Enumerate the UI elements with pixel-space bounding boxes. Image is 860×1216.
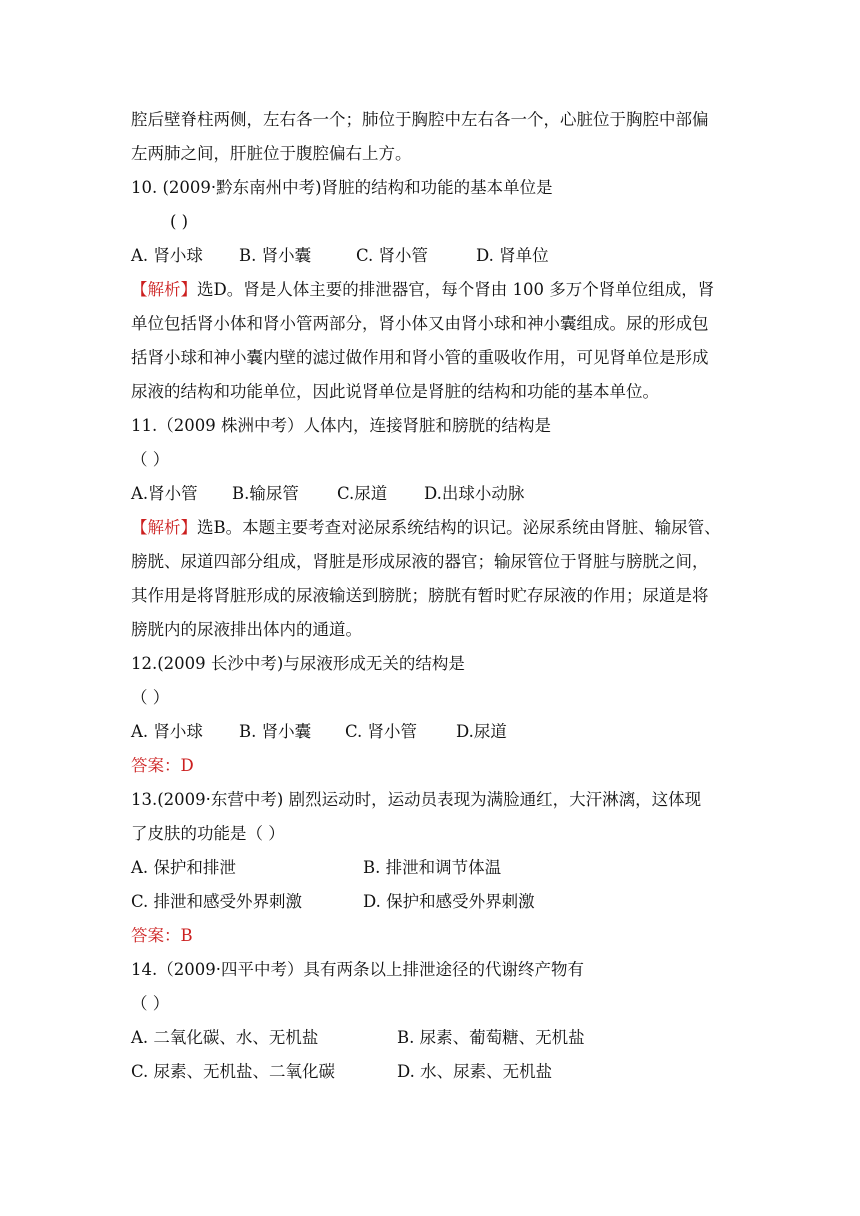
option-a: A. 保护和排泄 — [131, 858, 236, 877]
question-11-analysis-line-2: 膀胱、尿道四部分组成，肾脏是形成尿液的器官；输尿管位于肾脏与膀胱之间， — [131, 552, 709, 571]
question-11-analysis-line-4: 膀胱内的尿液排出体内的通道。 — [131, 620, 362, 639]
question-11-stem: 11.（2009 株洲中考）人体内，连接肾脏和膀胱的结构是 — [131, 416, 551, 435]
question-12-stem: 12.(2009 长沙中考)与尿液形成无关的结构是 — [131, 654, 465, 673]
option-c: C. 尿素、无机盐、二氧化碳 — [131, 1062, 336, 1081]
option-c: C. 肾小管 — [345, 722, 418, 741]
question-14-stem: 14.（2009·四平中考）具有两条以上排泄途径的代谢终产物有 — [131, 960, 584, 979]
question-14-blank: （ ） — [131, 994, 170, 1013]
option-b: B. 肾小囊 — [239, 722, 312, 741]
option-d: D.尿道 — [456, 722, 507, 741]
question-13-stem-line-1: 13.(2009·东营中考) 剧烈运动时，运动员表现为满脸通红，大汗淋漓，这体现 — [131, 790, 702, 809]
question-11-blank: （ ） — [131, 450, 170, 469]
question-11-analysis-line-3: 其作用是将肾脏形成的尿液输送到膀胱；膀胱有暂时贮存尿液的作用；尿道是将 — [131, 586, 709, 605]
option-d: D.出球小动脉 — [424, 484, 525, 503]
analysis-label: 【解析】 — [131, 518, 197, 537]
question-13-answer: 答案：B — [131, 926, 193, 945]
option-d: D. 水、尿素、无机盐 — [397, 1062, 553, 1081]
option-c: C.尿道 — [337, 484, 388, 503]
question-10-analysis-line-1 — [131, 279, 714, 301]
intro-line-2: 左两肺之间，肝脏位于腹腔偏右上方。 — [131, 144, 412, 163]
analysis-text: 选B。本题主要考查对泌尿系统结构的识记。泌尿系统由肾脏、输尿管、 — [197, 518, 721, 537]
question-12-blank: （ ） — [131, 688, 170, 707]
question-13-stem-line-2: 了皮肤的功能是（ ） — [131, 824, 285, 843]
option-a: A. 肾小球 — [131, 722, 203, 741]
option-b: B. 排泄和调节体温 — [363, 858, 502, 877]
option-b: B. 肾小囊 — [239, 246, 312, 265]
option-d: D. 保护和感受外界刺激 — [363, 892, 535, 911]
option-a: A. 二氧化碳、水、无机盐 — [131, 1028, 319, 1047]
option-b: B. 尿素、葡萄糖、无机盐 — [397, 1028, 585, 1047]
option-b: B.输尿管 — [232, 484, 299, 503]
question-10-analysis-line-3: 括肾小球和神小囊内壁的滤过做作用和肾小管的重吸收作用，可见肾单位是形成 — [131, 348, 709, 367]
question-11-analysis-line-1 — [131, 517, 721, 539]
analysis-text: 选D。肾是人体主要的排泄器官，每个肾由 100 多万个肾单位组成，肾 — [197, 280, 715, 299]
question-12-answer: 答案：D — [131, 756, 194, 775]
option-a: A.肾小管 — [131, 484, 198, 503]
question-10-analysis-line-4: 尿液的结构和功能单位，因此说肾单位是肾脏的结构和功能的基本单位。 — [131, 382, 659, 401]
option-d: D. 肾单位 — [476, 246, 549, 265]
analysis-label: 【解析】 — [131, 280, 197, 299]
option-a: A. 肾小球 — [131, 246, 203, 265]
intro-line-1: 腔后壁脊柱两侧，左右各一个；肺位于胸腔中左右各一个，心脏位于胸腔中部偏 — [131, 110, 709, 129]
option-c: C. 肾小管 — [356, 246, 429, 265]
question-10-analysis-line-2: 单位包括肾小体和肾小管两部分，肾小体又由肾小球和神小囊组成。尿的形成包 — [131, 314, 709, 333]
option-c: C. 排泄和感受外界刺激 — [131, 892, 303, 911]
question-10-blank: ( ) — [170, 212, 189, 231]
question-10-stem: 10. (2009·黔东南州中考)肾脏的结构和功能的基本单位是 — [131, 178, 553, 197]
